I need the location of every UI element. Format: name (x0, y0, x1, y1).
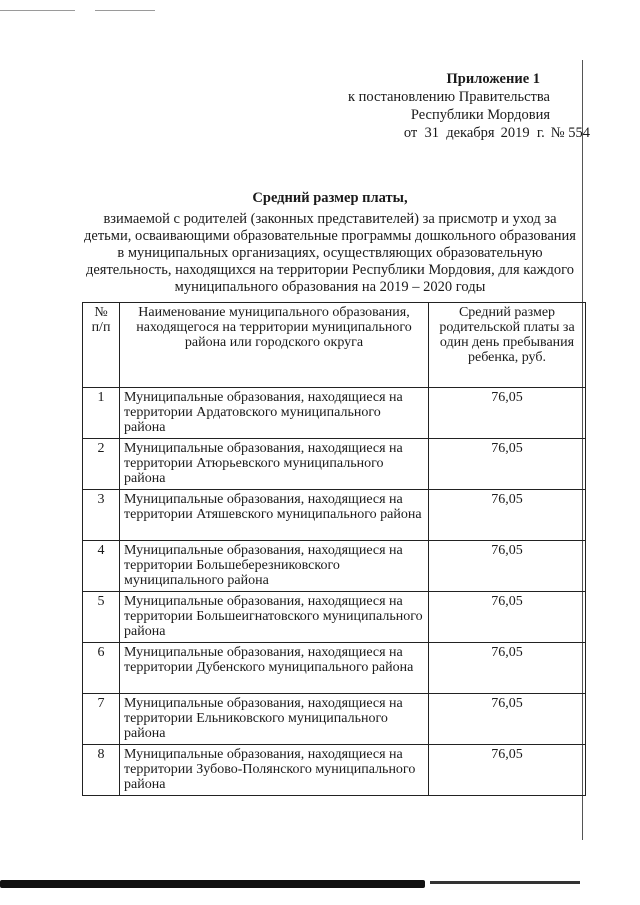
heading-title: Средний размер платы, (252, 190, 408, 206)
row-municipality: Муниципальные образования, находящиеся на территории Атюрьевского муниципального района (120, 439, 429, 490)
row-number: 1 (83, 388, 120, 439)
table-row (83, 592, 586, 643)
row-number: 8 (83, 745, 120, 796)
header-number: № п/п (83, 303, 120, 388)
row-fee: 76,05 (429, 490, 586, 541)
row-fee: 76,05 (429, 388, 586, 439)
row-number: 7 (83, 694, 120, 745)
appendix-republic-line: Республики Мордовия (410, 107, 550, 123)
table-row (83, 388, 586, 439)
row-fee: 76,05 (429, 745, 586, 796)
row-municipality: Муниципальные образования, находящиеся на территории Ардатовского муниципального района (120, 388, 429, 439)
row-municipality: Муниципальные образования, находящиеся на территории Ельниковского муниципального района (120, 694, 429, 745)
table-row (83, 694, 586, 745)
appendix-date-line (330, 124, 600, 142)
row-municipality: Муниципальные образования, находящиеся на территории Большеберезниковского муниципального района (120, 541, 429, 592)
header-fee: Средний размер родительской платы за один день пребывания ребенка, руб. (429, 303, 586, 388)
appendix-reference-line: к постановлению Правительства (348, 89, 550, 105)
row-number: 4 (83, 541, 120, 592)
heading-body: взимаемой с родителей (законных представителей) за присмотр и уход за детьми, осваивающими образовательные программы дошкольного образования в муниципальных организациях, осуществляющих образовательную деятельность, находящихся на территории Республики Мордовия, для каждого муниципального образования на 2019 – 2020 годы (84, 211, 576, 295)
row-fee: 76,05 (429, 592, 586, 643)
row-number: 6 (83, 643, 120, 694)
scan-artifact-bottom-bar (0, 880, 425, 888)
table-row (83, 541, 586, 592)
appendix-block (330, 70, 600, 142)
document-heading (80, 190, 580, 296)
fees-table (82, 302, 586, 796)
table-header-row (83, 303, 586, 388)
table-row (83, 490, 586, 541)
row-municipality: Муниципальные образования, находящиеся на территории Атяшевского муниципального района (120, 490, 429, 541)
row-municipality: Муниципальные образования, находящиеся на территории Большеигнатовского муниципального района (120, 592, 429, 643)
table-row (83, 745, 586, 796)
row-fee: 76,05 (429, 643, 586, 694)
scan-artifact-bottom-line (430, 881, 580, 884)
row-fee: 76,05 (429, 541, 586, 592)
row-fee: 76,05 (429, 694, 586, 745)
row-fee: 76,05 (429, 439, 586, 490)
appendix-number: № 554 (550, 125, 590, 141)
row-number: 3 (83, 490, 120, 541)
header-municipality: Наименование муниципального образования, находящегося на территории муниципального района или городского округа (120, 303, 429, 388)
appendix-date: от 31 декабря (403, 125, 495, 141)
row-number: 2 (83, 439, 120, 490)
table-row (83, 439, 586, 490)
row-number: 5 (83, 592, 120, 643)
scan-artifact-top-left (0, 10, 75, 11)
row-municipality: Муниципальные образования, находящиеся на территории Зубово-Полянского муниципального района (120, 745, 429, 796)
appendix-title: Приложение 1 (446, 71, 540, 87)
scan-artifact-top-center (95, 10, 155, 11)
table-row (83, 643, 586, 694)
appendix-year: 2019 г. (500, 125, 545, 141)
row-municipality: Муниципальные образования, находящиеся на территории Дубенского муниципального района (120, 643, 429, 694)
